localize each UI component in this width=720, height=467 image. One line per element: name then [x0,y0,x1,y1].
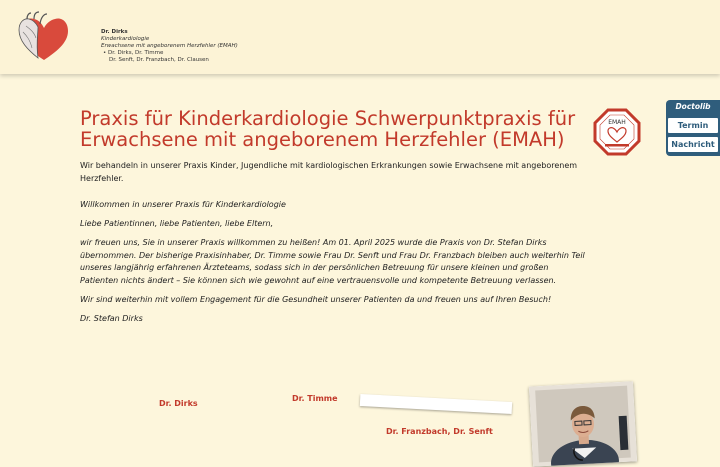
doctolib-widget [666,100,720,156]
team-label-timme: Dr. Timme [292,394,338,403]
main-content [80,108,585,332]
practice-specialty-adults: Erwachsene mit angeborenem Herzfehler (EMAH) [101,43,238,49]
team-label-franzbach-senft: Dr. Franzbach, Dr. Senft [386,427,493,436]
emah-certified-badge-icon [593,108,641,156]
team-label-dirks: Dr. Dirks [159,399,198,408]
nachricht-button[interactable]: Nachricht [668,137,718,152]
signature: Dr. Stefan Dirks [80,313,143,323]
paper-strip [360,394,512,414]
doctolib-logo[interactable]: Doctolib [675,102,711,111]
doctor-photo-image [529,381,637,466]
practice-info [101,29,238,64]
welcome-heading: Willkommen in unserer Praxis für Kinderkardiologie [80,200,286,209]
welcome-paragraph: wir freuen uns, Sie in unserer Praxis willkommen zu heißen! Am 01. April 2025 wurde die Praxis von Dr. Stefan Dirks übernommen. Der bisherige Praxisinhaber, Dr. Timme sowie Frau Dr. Senft und Frau Dr. Franzbach bleiben auch weiterhin Teil unseres langjährig erfahrenen Ärzteteams, sodass sich in der persönlichen Betreuung für unsere kleinen und großen Patienten nichts ändert – Sie können sich wie gewohnt auf eine vertrauensvolle und kompetente Betreuung verlassen. [80,238,585,285]
salutation: Liebe Patientinnen, liebe Patienten, liebe Eltern, [80,219,274,228]
closing-text: Wir sind weiterhin mit vollem Engagement für die Gesundheit unserer Patienten da und freuen uns auf Ihren Besuch! [80,294,552,304]
page-title: Praxis für Kinderkardiologie Schwerpunktpraxis für Erwachsene mit angeborenem Herzfehler (EMAH) [80,107,576,151]
practice-specialty: Kinderkardiologie [101,36,150,42]
practice-doctors-line-2: Dr. Senft, Dr. Franzbach, Dr. Clausen [109,57,209,63]
termin-button[interactable]: Termin [668,118,718,133]
practice-doctors-line-1: • Dr. Dirks, Dr. Timme [103,50,164,56]
intro-text: Wir behandeln in unserer Praxis Kinder, Jugendliche mit kardiologischen Erkrankungen sowie Erwachsene mit angeborenem Herzfehler. [80,161,578,183]
heart-logo-icon[interactable] [14,10,70,66]
practice-doctor-name: Dr. Dirks [101,29,128,35]
team-photo [529,381,637,466]
welcome-letter [80,199,585,325]
badge-text: EMAH [608,119,626,126]
site-header [0,0,720,74]
